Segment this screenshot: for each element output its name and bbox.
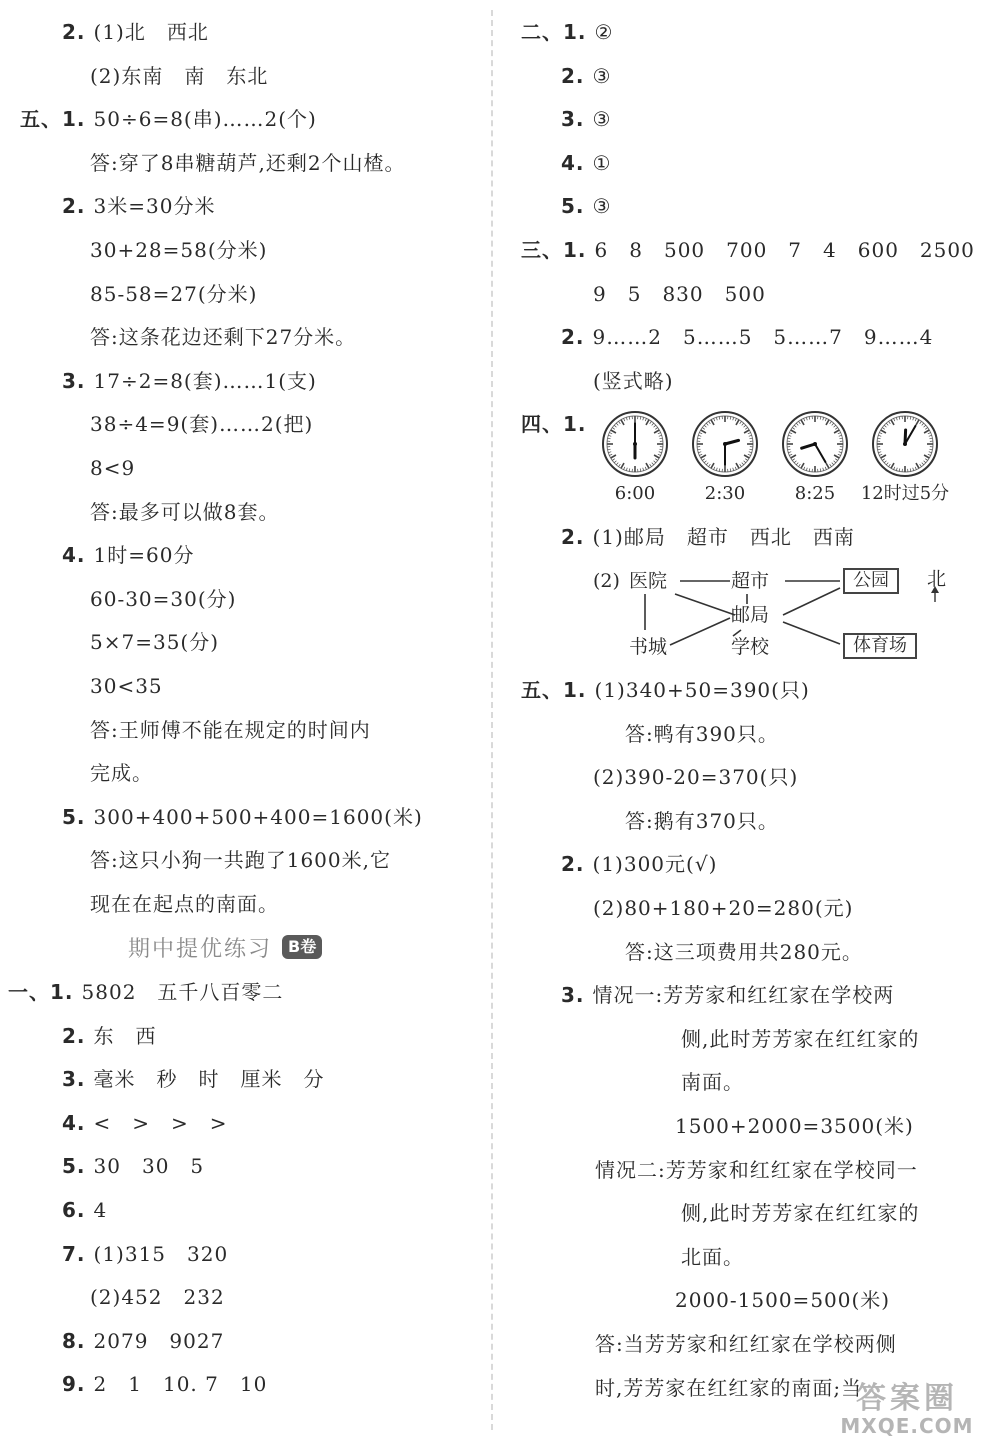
answer-line (90, 587, 236, 611)
question-number: 五、1. (20, 107, 86, 132)
answer-text: ③ (592, 63, 612, 88)
answer-line (62, 1067, 325, 1091)
question-number: 6. (62, 1198, 86, 1222)
answer-text: 9……2 5……5 5……7 9……4 (592, 325, 934, 350)
answer-text: 9 5 830 500 (593, 281, 766, 306)
clock-answers (585, 410, 965, 510)
answer-line (90, 64, 268, 88)
answer-text: 答:王师傅不能在规定的时间内 (90, 717, 371, 742)
question-number: 4. (561, 150, 585, 175)
map-post-office: 邮局 (731, 604, 770, 626)
answer-line (90, 761, 153, 785)
question-number: 2. (62, 1023, 86, 1048)
question-number: 二、1. (521, 20, 587, 44)
column-divider (491, 10, 493, 1430)
answer-text: 答:穿了8串糖葫芦,还剩2个山楂。 (90, 150, 406, 175)
answer-text: 60-30=30(分) (90, 586, 237, 611)
answer-line (595, 1332, 897, 1356)
answer-line (90, 1285, 225, 1309)
answer-line (561, 151, 611, 175)
clock-icon (601, 410, 669, 478)
answer-line (62, 1329, 224, 1353)
location-map (505, 560, 1000, 665)
answer-line (62, 1242, 228, 1266)
clock-face-group (675, 410, 775, 506)
answer-text: (1)315 320 (93, 1241, 229, 1266)
question-number: 2. (62, 20, 86, 44)
answer-line (90, 718, 371, 742)
answer-text: 答:这只小狗一共跑了1600米,它 (90, 848, 391, 873)
answer-line (561, 852, 717, 876)
answer-line (20, 107, 317, 131)
answer-text: 6 8 500 700 7 4 600 2500 (594, 238, 975, 262)
answer-line (90, 674, 163, 698)
answer-line (593, 369, 674, 393)
answer-line (62, 20, 209, 44)
answer-line (90, 500, 279, 524)
answer-line (521, 238, 975, 262)
answer-line (593, 896, 853, 920)
answer-line (675, 1288, 890, 1312)
answer-text: 2 1 10. 7 10 (93, 1372, 268, 1397)
clock-face-group (855, 410, 955, 506)
question-number: 2. (561, 63, 585, 88)
answer-line (62, 1372, 267, 1396)
answer-line (625, 940, 863, 964)
answer-text: 东 西 (93, 1023, 157, 1048)
answer-line (90, 848, 391, 872)
question-number: 5. (62, 804, 86, 829)
answer-line (561, 325, 933, 349)
section-title: 期中提优练习 (128, 936, 273, 962)
clock-face-group (585, 410, 685, 506)
answer-line (62, 805, 423, 829)
answer-line (62, 194, 215, 218)
question-number: 三、1. (521, 238, 587, 262)
answer-text: 南面。 (681, 1070, 744, 1095)
answer-text: (1)北 西北 (93, 20, 209, 44)
answer-line (90, 151, 406, 175)
answer-line (62, 1024, 157, 1048)
answer-text: 3米=30分米 (93, 194, 216, 219)
answer-line (62, 369, 317, 393)
question-number: 5. (62, 1154, 86, 1179)
answer-line (521, 20, 613, 44)
answer-line (521, 412, 595, 436)
map-park: 公园 (843, 568, 899, 594)
answer-line (681, 1245, 744, 1269)
answer-text: (2)452 232 (90, 1285, 225, 1310)
answer-line (90, 630, 219, 654)
map-supermarket: 超市 (731, 570, 770, 592)
answer-text: 完成。 (90, 761, 153, 786)
answer-text: 答:这条花边还剩下27分米。 (90, 325, 357, 350)
answer-line (62, 543, 194, 567)
answer-text: (2)东南 南 东北 (90, 63, 269, 88)
watermark-logo-text: 答案圈 (856, 1381, 958, 1416)
answer-line (681, 1070, 744, 1094)
answer-text: (1)邮局 超市 西北 西南 (592, 525, 855, 549)
answer-line (681, 1027, 919, 1051)
answer-line (90, 238, 267, 262)
answer-text: 8<9 (90, 456, 136, 480)
answer-text: 2000-1500=500(米) (675, 1288, 891, 1313)
answer-line (90, 325, 356, 349)
question-number: 3. (561, 107, 585, 132)
section-badge: B卷 (282, 935, 322, 959)
answer-text: 情况一:芳芳家和红红家在学校两 (592, 983, 895, 1008)
question-number: 一、1. (8, 980, 74, 1004)
answer-text: 50÷6=8(串)……2(个) (93, 107, 317, 132)
answer-text: 情况二:芳芳家和红红家在学校同一 (595, 1157, 918, 1182)
question-number: 2. (62, 194, 86, 219)
clock-time-label: 6:00 (614, 483, 656, 504)
answer-text: ③ (592, 107, 612, 132)
question-number: 四、1. (521, 412, 587, 437)
clock-time-label: 2:30 (704, 483, 746, 504)
answer-text: 30<35 (90, 674, 163, 698)
site-watermark (822, 1383, 992, 1443)
answer-text: 17÷2=8(套)……1(支) (93, 368, 317, 393)
answer-text: 300+400+500+400=1600(米) (93, 804, 423, 829)
answer-text: (2)80+180+20=280(元) (593, 896, 854, 920)
answer-text: < > > > (93, 1110, 228, 1135)
clock-icon (691, 410, 759, 478)
answer-line (675, 1114, 914, 1138)
clock-icon (871, 410, 939, 478)
question-number: 5. (561, 194, 585, 219)
question-number: 8. (62, 1328, 86, 1353)
answer-line (90, 456, 135, 480)
question-number: 3. (62, 368, 86, 393)
map-stadium: 体育场 (843, 633, 917, 659)
answer-line (681, 1201, 919, 1225)
clock-time-label: 8:25 (794, 483, 836, 504)
answer-line (593, 765, 798, 789)
answer-text: 毫米 秒 时 厘米 分 (93, 1067, 325, 1092)
answer-text: (1)340+50=390(只) (594, 678, 810, 702)
question-number: 2. (561, 852, 585, 877)
map-bookstore: 书城 (629, 636, 668, 658)
map-hospital: 医院 (629, 570, 668, 592)
answer-text: 5×7=35(分) (90, 630, 220, 655)
answer-text: 30 30 5 (93, 1154, 205, 1179)
map-prefix: (2) (593, 570, 620, 592)
answer-line (595, 1158, 918, 1182)
answer-text: 时,芳芳家在红红家的南面;当 (595, 1375, 863, 1400)
answer-text: 85-58=27(分米) (90, 281, 258, 306)
answer-line (8, 980, 283, 1004)
answer-line (62, 1154, 204, 1178)
answer-text: (1)300元(√) (592, 852, 718, 877)
answer-text: 答:鹅有370只。 (625, 808, 779, 833)
answer-text: 答:当芳芳家和红红家在学校两侧 (595, 1332, 897, 1356)
question-number: 五、1. (521, 678, 587, 702)
answer-line (561, 525, 855, 549)
answer-text: (2)390-20=370(只) (593, 765, 799, 790)
answer-text: 北面。 (681, 1244, 744, 1269)
answer-text: ③ (592, 194, 612, 219)
answer-text: 5802 五千八百零二 (81, 980, 284, 1004)
answer-text: 现在在起点的南面。 (90, 892, 279, 916)
question-number: 4. (62, 543, 86, 568)
answer-text: 2079 9027 (93, 1328, 225, 1353)
answer-text: 答:鸭有390只。 (625, 721, 779, 746)
answer-text: ② (594, 20, 614, 44)
answer-text: 1时=60分 (93, 543, 195, 568)
question-number: 3. (62, 1067, 86, 1092)
answer-line (561, 107, 611, 131)
answer-text: 38÷4=9(套)……2(把) (90, 412, 314, 437)
map-north: 北 (927, 568, 947, 590)
answer-text: 30+28=58(分米) (90, 238, 268, 262)
answer-text: ① (592, 150, 612, 175)
clock-icon (781, 410, 849, 478)
answer-line (62, 1198, 107, 1222)
answer-line (90, 412, 313, 436)
answer-line (62, 1111, 228, 1135)
answer-text: 答:这三项费用共280元。 (625, 939, 863, 964)
answer-text: 侧,此时芳芳家在红红家的 (681, 1201, 920, 1226)
answer-text: 侧,此时芳芳家在红红家的 (681, 1026, 920, 1051)
answer-line (593, 282, 766, 306)
question-number: 2. (561, 325, 585, 350)
map-school: 学校 (731, 636, 770, 658)
question-number: 2. (561, 525, 585, 549)
clock-time-label: 12时过5分 (860, 483, 950, 504)
question-number: 9. (62, 1372, 86, 1397)
answer-line (625, 809, 779, 833)
watermark-url: MXQE.COM (840, 1414, 974, 1438)
answer-line (561, 983, 894, 1007)
question-number: 4. (62, 1110, 86, 1135)
question-number: 7. (62, 1241, 86, 1266)
answer-line (90, 282, 257, 306)
answer-line (561, 194, 611, 218)
answer-text: 答:最多可以做8套。 (90, 499, 280, 524)
answer-line (561, 64, 611, 88)
answer-text: 1500+2000=3500(米) (675, 1114, 914, 1138)
answer-line (625, 722, 779, 746)
answer-line (521, 678, 810, 702)
answer-line (90, 892, 279, 916)
question-number: 3. (561, 983, 585, 1008)
section-header (128, 932, 322, 962)
answer-text: (竖式略) (593, 368, 674, 393)
answer-text: 4 (93, 1198, 108, 1222)
clock-face-group (765, 410, 865, 506)
